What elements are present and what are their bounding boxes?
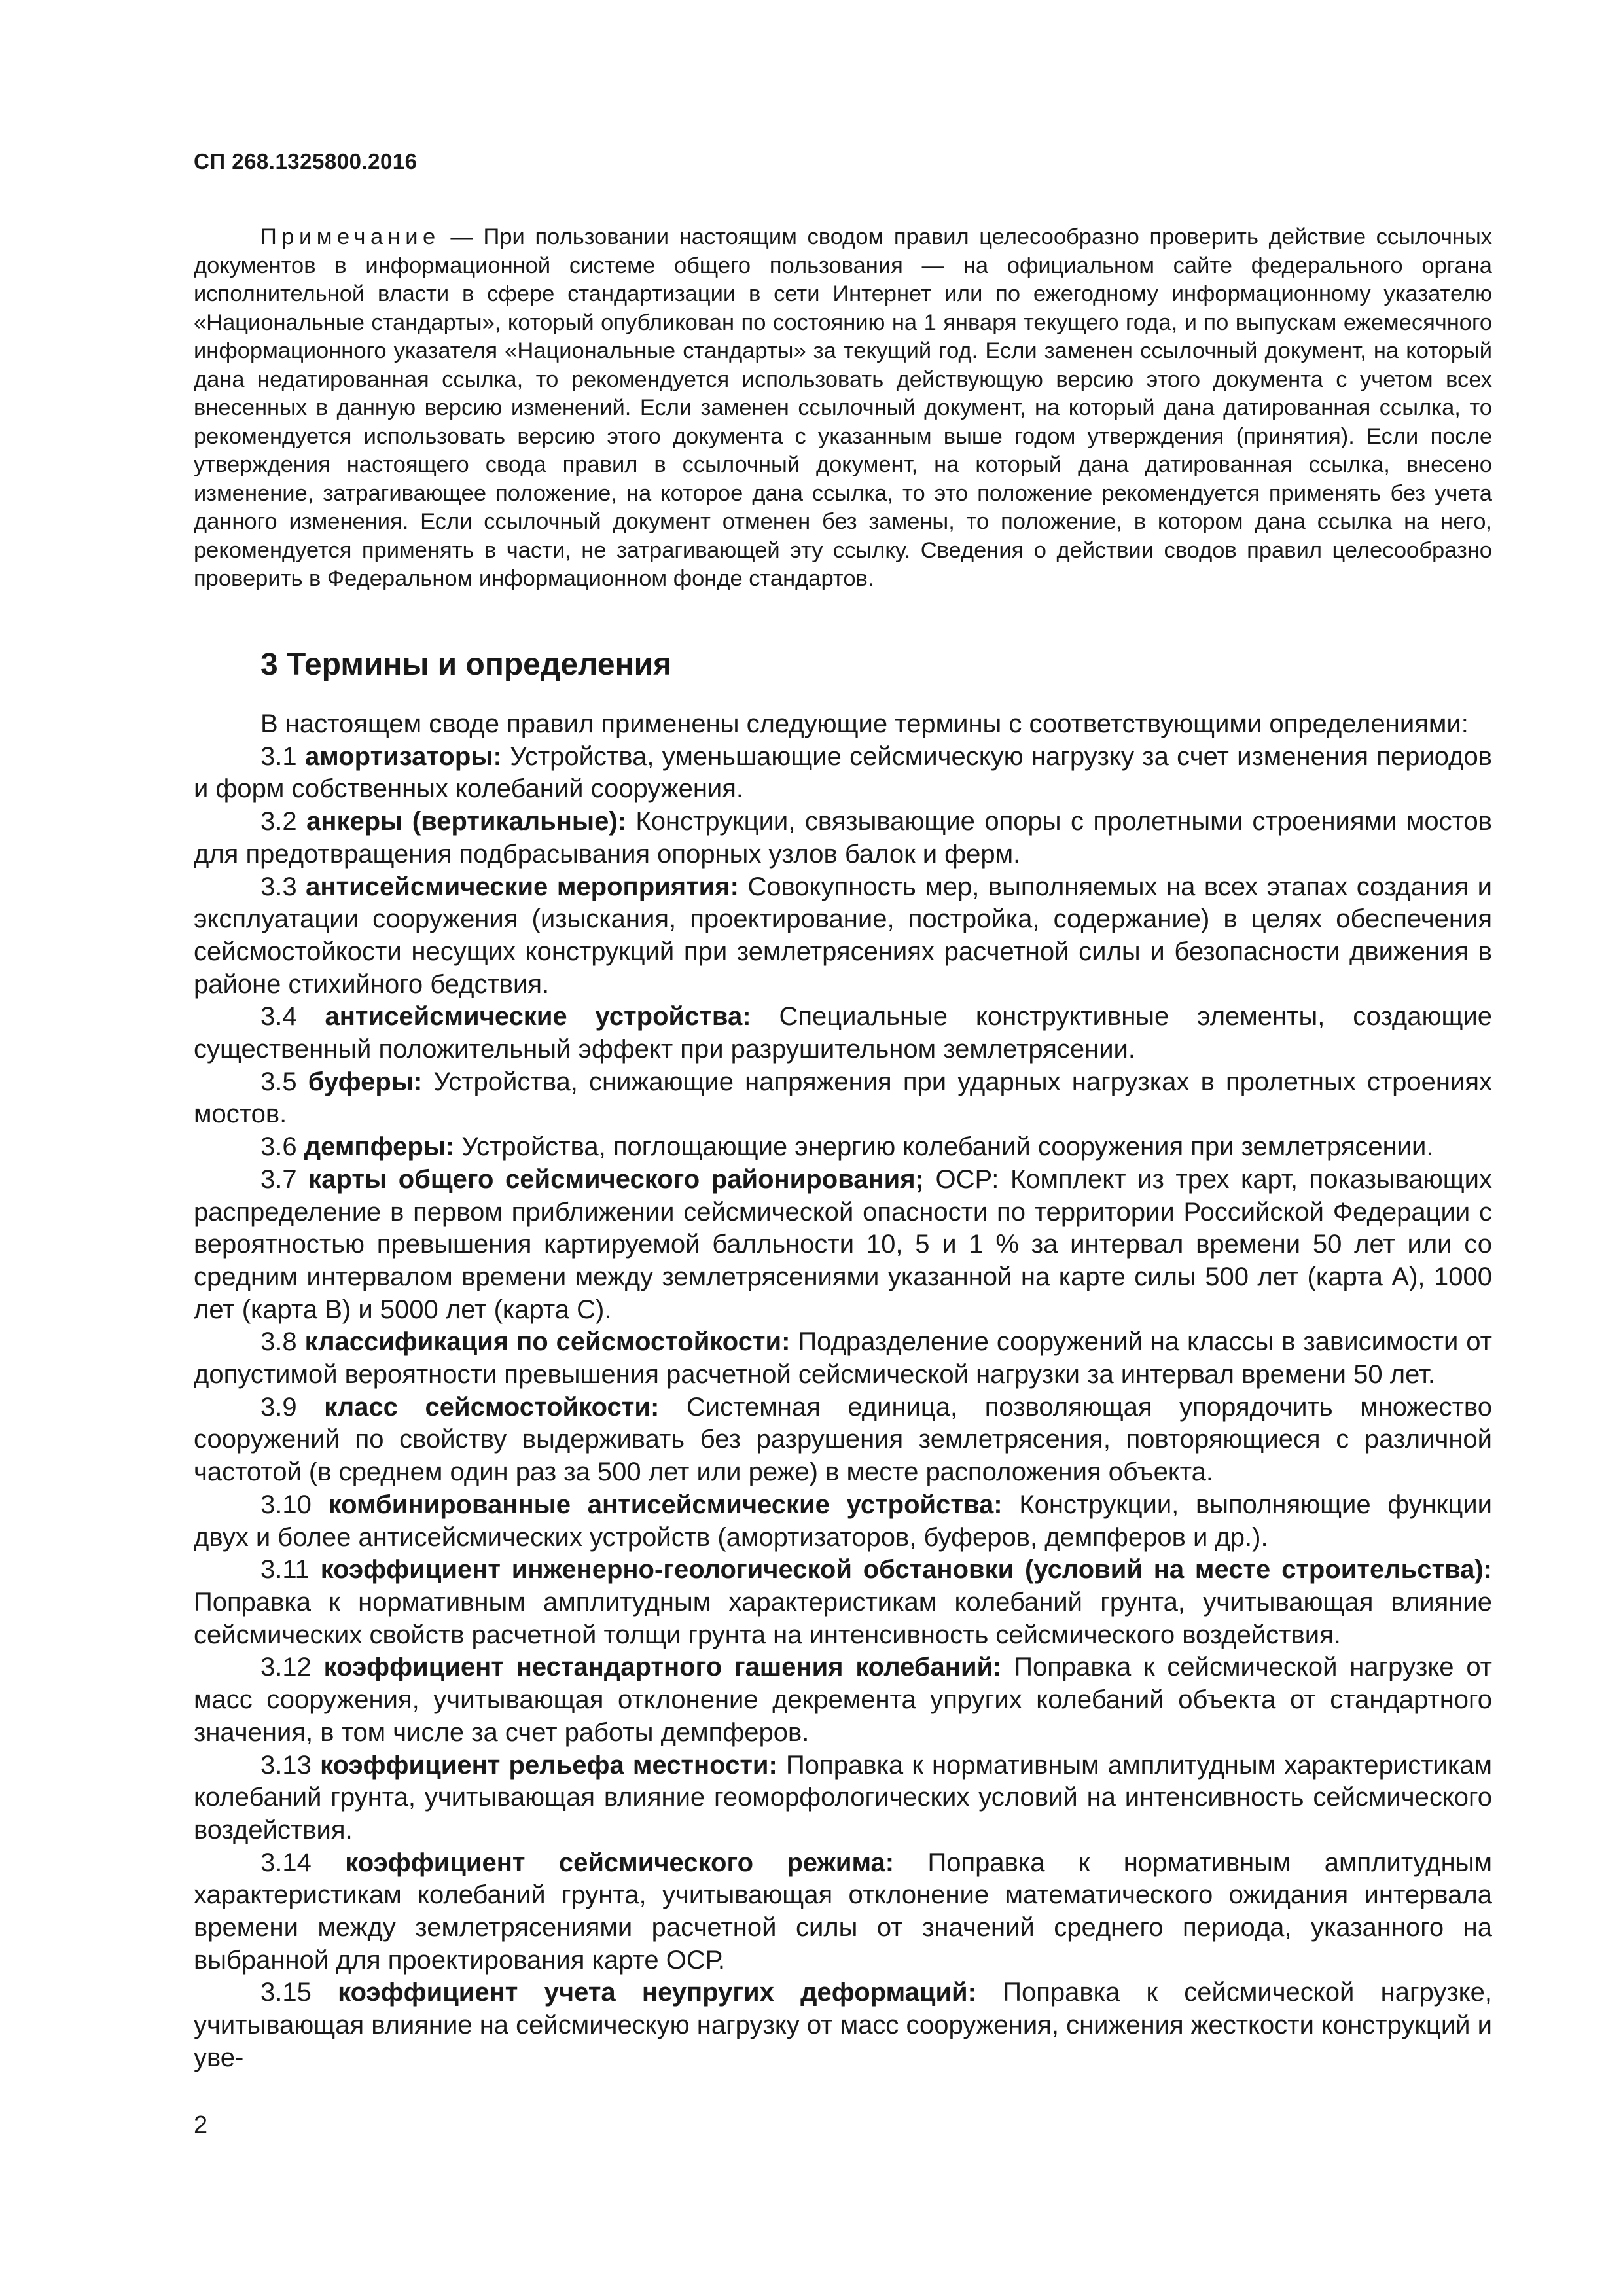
page-number: 2 xyxy=(194,2111,208,2139)
term-name: коэффициент инженерно-геологической обстановки (условий на месте строительства): xyxy=(320,1555,1492,1585)
term-definition: Системная единица, позволяющая упорядочить множество сооружений по свойству выдерживать без разрушения землетрясения, повторяющиеся с различной частотой (в среднем один раз за 500 лет или реже) в месте расположения объекта. xyxy=(194,1392,1492,1487)
term-item xyxy=(194,741,1492,806)
term-definition: Совокупность мер, выполняемых на всех этапах создания и эксплуатации сооружения (изыскания, проектирование, постройка, содержание) в целях обеспечения сейсмостойкости несущих конструкций при землетрясениях расчетной силы и безопасности движения в районе стихийного бедствия. xyxy=(194,872,1492,999)
term-number: 3.2 xyxy=(260,807,297,836)
term-definition: Конструкции, связывающие опоры с пролетными строениями мостов для предотвращения подбрасывания опорных узлов балок и ферм. xyxy=(194,807,1492,869)
term-number: 3.15 xyxy=(260,1978,312,2007)
term-number: 3.4 xyxy=(260,1002,297,1031)
term-number: 3.8 xyxy=(260,1327,297,1357)
term-item xyxy=(194,1326,1492,1391)
note-dash: — xyxy=(440,224,484,249)
term-item xyxy=(194,1001,1492,1066)
term-item xyxy=(194,806,1492,870)
term-number: 3.13 xyxy=(260,1750,312,1780)
term-definition: Поправка к нормативным амплитудным характеристикам колебаний грунта, учитывающая отклонение математического ожидания интервала времени между землетрясениями расчетной силы от значений среднего периода, указанного на выбранной для проектирования карте ОСР. xyxy=(194,1848,1492,1975)
term-definition: Подразделение сооружений на классы в зависимости от допустимой вероятности превышения расчетной сейсмической нагрузки за интервал времени 50 лет. xyxy=(194,1327,1492,1390)
term-number: 3.7 xyxy=(260,1164,297,1194)
term-item xyxy=(194,1554,1492,1651)
term-name: анкеры (вертикальные): xyxy=(306,807,626,836)
term-definition: Устройства, уменьшающие сейсмическую нагрузку за счет изменения периодов и форм собственных колебаний сооружения. xyxy=(194,742,1492,804)
term-name: классификация по сейсмостойкости: xyxy=(304,1327,791,1357)
term-name: коэффициент рельефа местности: xyxy=(320,1750,777,1780)
term-name: коэффициент учета неупругих деформаций: xyxy=(338,1978,976,2007)
term-definition: Поправка к нормативным амплитудным характеристикам колебаний грунта, учитывающая влияние геоморфологических условий на интенсивность сейсмического воздействия. xyxy=(194,1750,1492,1844)
term-name: буферы: xyxy=(308,1067,423,1096)
term-name: антисейсмические устройства: xyxy=(325,1002,751,1031)
term-number: 3.10 xyxy=(260,1490,312,1519)
term-item xyxy=(194,1066,1492,1131)
document-code-header: СП 268.1325800.2016 xyxy=(194,149,418,173)
term-name: комбинированные антисейсмические устройства: xyxy=(328,1490,1003,1519)
term-definition: Поправка к сейсмической нагрузке, учитывающая влияние на сейсмическую нагрузку от масс сооружения, снижения жесткости конструкций и уве- xyxy=(194,1978,1492,2072)
term-definition: Устройства, поглощающие энергию колебаний сооружения при землетрясении. xyxy=(461,1132,1434,1162)
term-definition: Специальные конструктивные элементы, создающие существенный положительный эффект при разрушительном землетрясении. xyxy=(194,1002,1492,1064)
note-label: Примечание xyxy=(260,224,440,249)
term-name: класс сейсмостойкости: xyxy=(324,1392,660,1422)
term-name: антисейсмические мероприятия: xyxy=(306,872,739,901)
terms-list xyxy=(194,708,1492,2075)
term-item xyxy=(194,1847,1492,1977)
term-number: 3.11 xyxy=(260,1555,310,1585)
term-item xyxy=(194,871,1492,1001)
term-number: 3.6 xyxy=(260,1132,297,1162)
term-item xyxy=(194,1749,1492,1847)
term-definition: Поправка к нормативным амплитудным характеристикам колебаний грунта, учитывающая влияние сейсмических свойств расчетной толщи грунта на интенсивность сейсмического воздействия. xyxy=(194,1587,1492,1649)
term-item xyxy=(194,1977,1492,2074)
term-name: коэффициент сейсмического режима: xyxy=(345,1848,895,1877)
term-number: 3.9 xyxy=(260,1392,297,1422)
term-definition: Конструкции, выполняющие функции двух и более антисейсмических устройств (амортизаторов, буферов, демпферов и др.). xyxy=(194,1490,1492,1552)
term-item xyxy=(194,1164,1492,1327)
term-item xyxy=(194,1651,1492,1749)
term-name: коэффициент нестандартного гашения колебаний: xyxy=(323,1653,1002,1682)
term-number: 3.1 xyxy=(260,742,297,771)
term-definition: ОСР: Комплект из трех карт, показывающих распределение в первом приближении сейсмической опасности по территории Российской Федерации с вероятностью превышения картируемой балльности 10, 5 и 1 % за интервал времени 50 лет или со средним интервалом времени между землетрясениями указанной на карте силы 500 лет (карта А), 1000 лет (карта В) и 5000 лет (карта С). xyxy=(194,1164,1492,1324)
term-number: 3.12 xyxy=(260,1653,312,1682)
term-definition: Устройства, снижающие напряжения при ударных нагрузках в пролетных строениях мостов. xyxy=(194,1067,1492,1129)
terms-intro: В настоящем своде правил применены следующие термины с соответствующими определениями: xyxy=(260,709,1469,738)
term-number: 3.14 xyxy=(260,1848,312,1877)
term-definition: Поправка к сейсмической нагрузке от масс сооружения, учитывающая отклонение декремента упругих колебаний объекта от стандартного значения, в том числе за счет работы демпферов. xyxy=(194,1653,1493,1747)
note-text: При пользовании настоящим сводом правил целесообразно проверить действие ссылочных документов в информационной системе общего пользования — на официальном сайте федерального органа исполнительной власти в сфере стандартизации в сети Интернет или по ежегодному информационному указателю «Национальные стандарты», который опубликован по состоянию на 1 января текущего года, и по выпускам ежемесячного информационного указателя «Национальные стандарты» за текущий год. Если заменен ссылочный документ, на который дана недатированная ссылка, то рекомендуется использовать действующую версию этого документа с учетом всех внесенных в данную версию изменений. Если заменен ссылочный документ, на который дана датированная ссылка, то рекомендуется использовать версию этого документа с указанным выше годом утверждения (принятия). Если после утверждения настоящего свода правил в ссылочный документ, на который дана датированная ссылка, внесено изменение, затрагивающее положение, на которое дана ссылка, то это положение рекомендуется применять без учета данного изменения. Если ссылочный документ отменен без замены, то положение, в котором дана ссылка на него, рекомендуется применять в части, не затрагивающей эту ссылку. Сведения о действии сводов правил целесообразно проверить в Федеральном информационном фонде стандартов. xyxy=(194,224,1492,591)
section-heading: 3 Термины и определения xyxy=(260,647,672,682)
term-item xyxy=(194,1489,1492,1554)
term-number: 3.3 xyxy=(260,872,297,901)
term-name: амортизаторы: xyxy=(304,742,502,771)
term-number: 3.5 xyxy=(260,1067,297,1096)
reference-note xyxy=(194,223,1492,594)
term-item xyxy=(194,1131,1492,1164)
term-name: карты общего сейсмического районирования; xyxy=(308,1164,924,1194)
term-name: демпферы: xyxy=(304,1132,455,1162)
term-item xyxy=(194,1391,1492,1489)
